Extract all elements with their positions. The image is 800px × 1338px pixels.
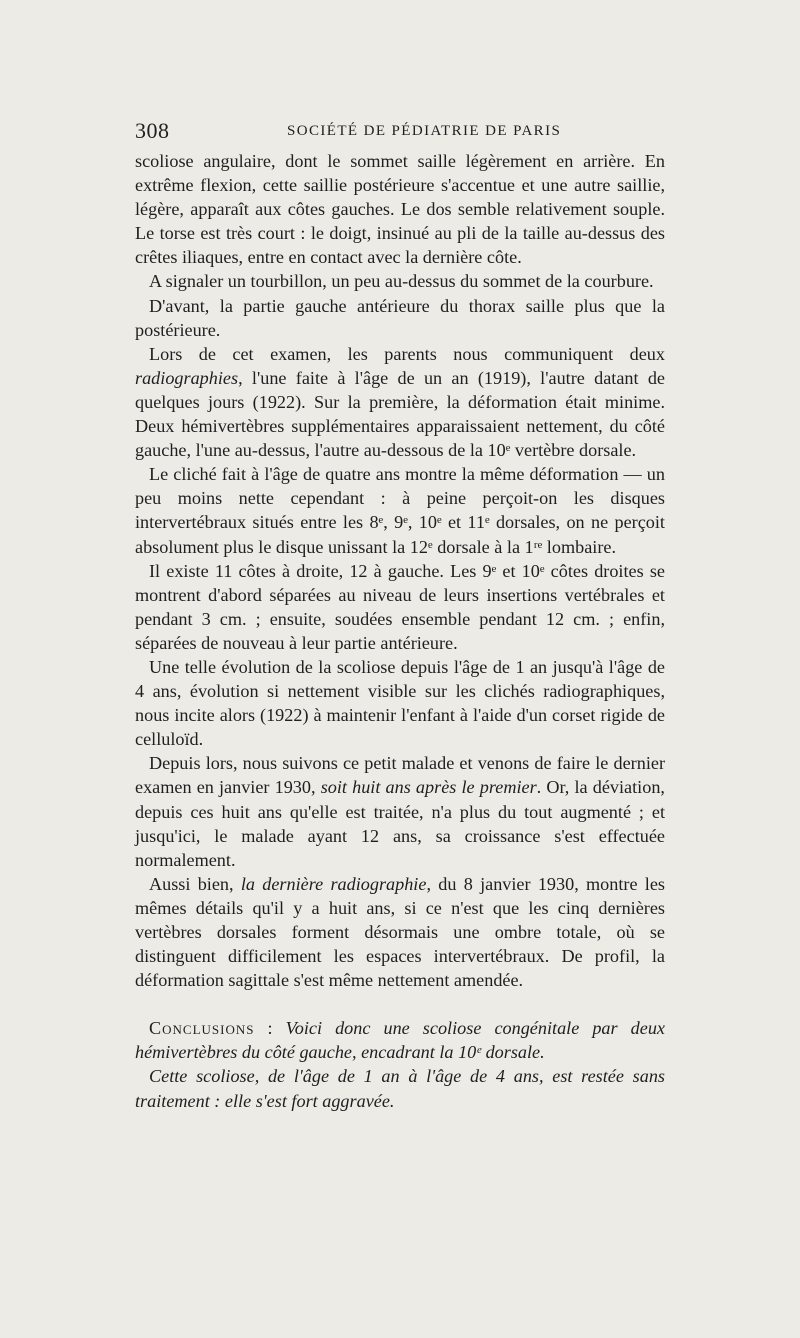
paragraph-9 [135, 872, 665, 992]
paragraph-4-text-c: , l'une faite à l'âge de un an (1919), l'autre datant de quelques jours (1922). Sur la première, la déformation était minime. Deux hémivertèbres supplémentaires apparaissaient nettement, du côté gauche, l'une au-dessus, l'autre au-dessous de la 10ᵉ vertèbre dorsale. [135, 367, 665, 461]
paragraph-4-italic: radiographies [135, 367, 239, 388]
paragraph-9-italic: la dernière radiographie [240, 873, 427, 894]
conclusions-label: Conclusions [149, 1018, 255, 1039]
paragraph-4-text-a: Lors de cet examen, les parents nous communiquent deux [149, 343, 665, 364]
paragraph-1: scoliose angulaire, dont le sommet saille légèrement en arrière. En extrême flexion, cette saillie postérieure s'accentue et une autre saillie, légère, apparaît aux côtes gauches. Le dos semble relativement souple. Le torse est très court : le doigt, insinué au pli de la taille au-dessus des crêtes iliaques, entre en contact avec la dernière côte. [135, 151, 665, 268]
paragraph-3: D'avant, la partie gauche antérieure du thorax saille plus que la postérieure. [135, 295, 665, 340]
conclusions-text: Voici donc une scoliose congénitale par deux hémivertèbres du côté gauche, encadrant la 10ᵉ dorsale. [135, 1018, 665, 1063]
page-number: 308 [135, 118, 170, 143]
paragraph-5: Le cliché fait à l'âge de quatre ans montre la même déformation — un peu moins nette cependant : à peine perçoit-on les disques intervertébraux situés entre les 8ᵉ, 9ᵉ, 10ᵉ et 11ᵉ dorsales, on ne perçoit absolument plus le disque unissant la 12ᵉ dorsale à la 1ʳᵉ lombaire. [135, 464, 665, 557]
running-title: SOCIÉTÉ DE PÉDIATRIE DE PARIS [287, 123, 562, 139]
paragraph-4 [135, 342, 665, 462]
running-header [135, 118, 665, 148]
paragraph-6: Il existe 11 côtes à droite, 12 à gauche. Les 9ᵉ et 10ᵉ côtes droites se montrent d'abord séparées au niveau de leurs insertions vertébrales et pendant 3 cm. ; ensuite, soudées ensemble pendant 12 cm. ; enfin, séparées de nouveau à leur partie antérieure. [135, 560, 665, 653]
conclusions-paragraph [135, 1016, 665, 1064]
paragraph-7: Une telle évolution de la scoliose depuis l'âge de 1 an jusqu'à l'âge de 4 ans, évolution si nettement visible sur les clichés radiographiques, nous incite alors (1922) à maintenir l'enfant à l'aide d'un corset rigide de celluloïd. [135, 656, 665, 750]
paragraph-8-text-c: . Or, la déviation, depuis ces huit ans qu'elle est traitée, n'a plus du tout augmenté ; et jusqu'ici, le malade ayant 12 ans, sa croissance s'est effectuée normalement. [135, 777, 665, 870]
article-body [135, 149, 665, 1113]
paragraph-8 [135, 751, 665, 871]
paragraph-9-text-c: , du 8 janvier 1930, montre les mêmes détails qu'il y a huit ans, si ce n'est que les cinq dernières vertèbres dorsales forment désormais une ombre totale, où se distinguent difficilement les espaces intervertébraux. De profil, la déformation sagittale s'est même nettement amendée. [135, 873, 665, 991]
conclusions-separator: : [254, 1018, 286, 1039]
conclusions-paragraph-2: Cette scoliose, de l'âge de 1 an à l'âge de 4 ans, est restée sans traitement : elle s'est fort aggravée. [135, 1066, 665, 1111]
paragraph-8-italic: soit huit ans après le premier [320, 777, 537, 798]
paragraph-8-text-a: Depuis lors, nous suivons ce petit malade et venons de faire le dernier examen en janvier 1930, [135, 753, 665, 798]
paragraph-2: A signaler un tourbillon, un peu au-dessus du sommet de la courbure. [149, 271, 654, 292]
paragraph-9-text-a: Aussi bien, [149, 873, 241, 894]
